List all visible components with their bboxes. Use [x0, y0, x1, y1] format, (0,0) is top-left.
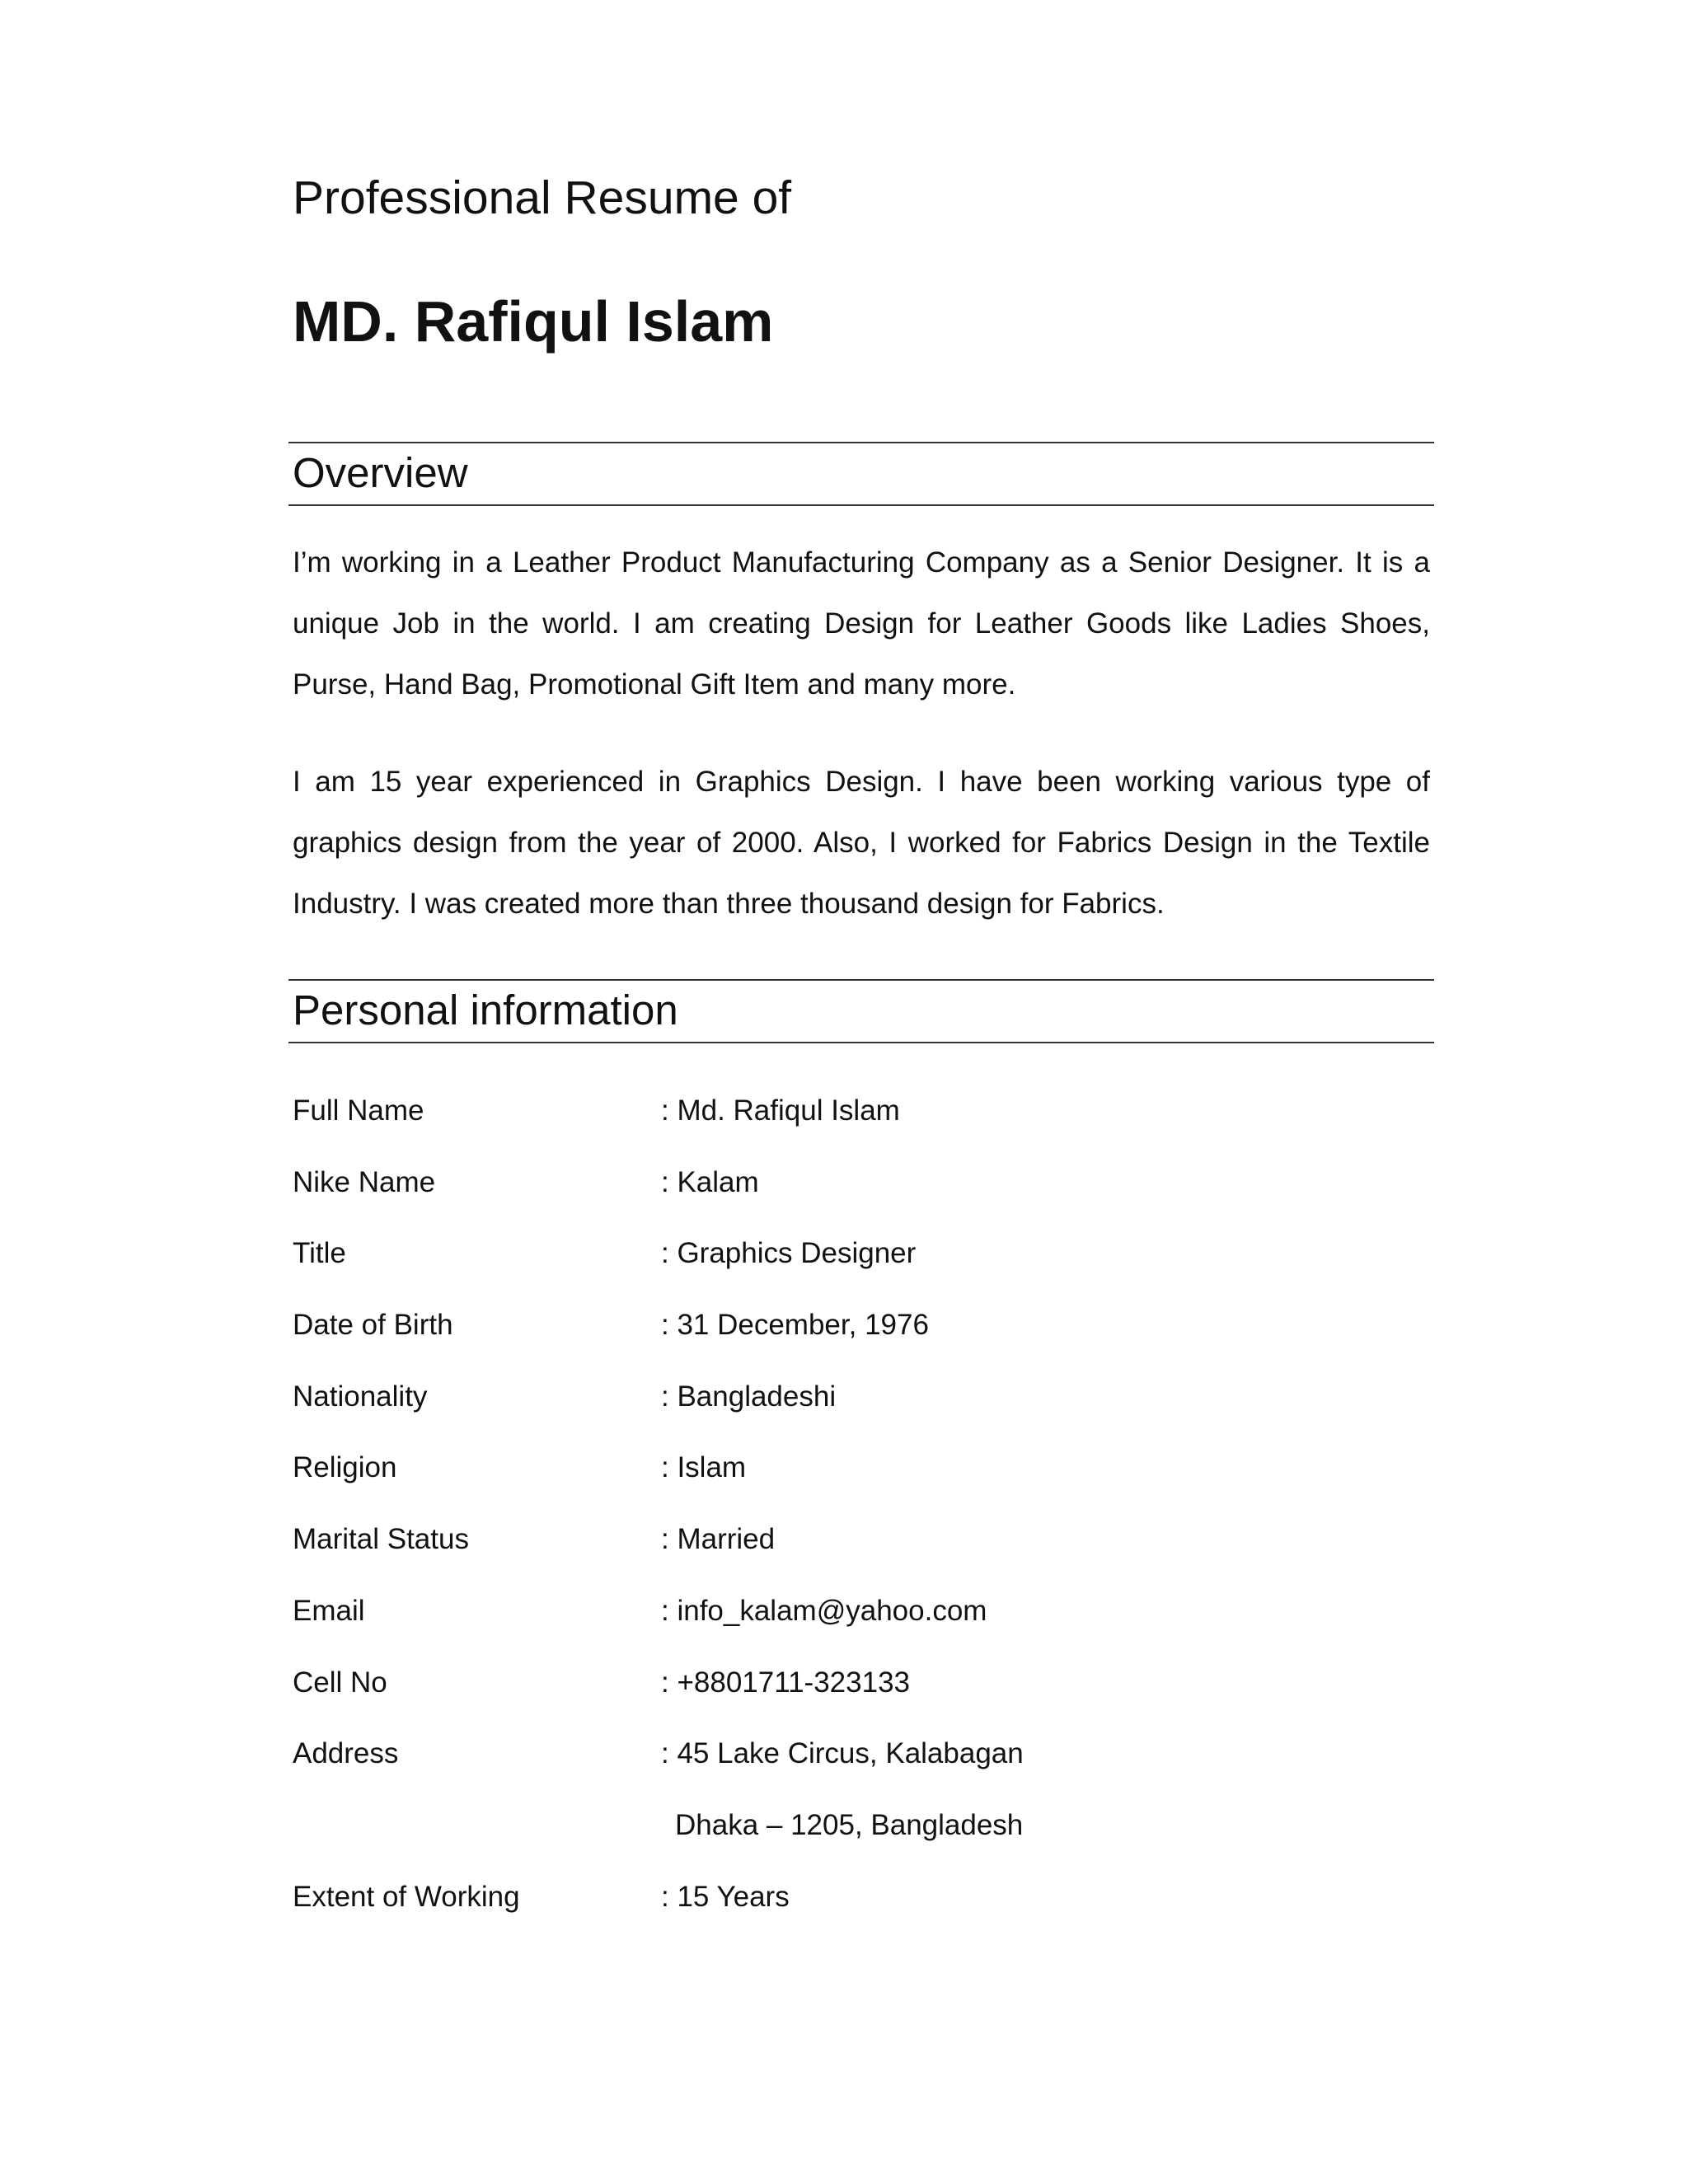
info-row-nick-name	[293, 1147, 1430, 1219]
info-row-extent-of-working	[293, 1862, 1430, 1933]
personal-title: Personal information	[293, 987, 678, 1033]
resume-name: MD. Rafiqul Islam	[293, 289, 774, 354]
personal-info-list	[293, 1076, 1430, 1933]
info-value: : Graphics Designer	[661, 1237, 917, 1270]
info-value: : Bangladeshi	[661, 1380, 837, 1413]
info-label: Date of Birth	[293, 1309, 453, 1342]
info-label: Extent of Working	[293, 1880, 520, 1913]
info-value: : +8801711-323133	[661, 1666, 910, 1699]
info-row-address-continued	[293, 1790, 1430, 1862]
info-label: Full Name	[293, 1094, 424, 1127]
info-row-date-of-birth	[293, 1290, 1430, 1361]
info-label: Address	[293, 1737, 399, 1770]
resume-pre-title: Professional Resume of	[293, 171, 792, 224]
overview-paragraph: I’m working in a Leather Product Manufacturing Company as a Senior Designer. It is a unique Job in the world. I am creating Design for Leather Goods like Ladies Shoes, Purse, Hand Bag, Promotional Gift Item and many more.	[293, 546, 1430, 701]
info-row-nationality	[293, 1361, 1430, 1433]
info-row-cell-no	[293, 1647, 1430, 1719]
info-label: Nike Name	[293, 1165, 436, 1198]
info-row-full-name	[293, 1076, 1430, 1147]
info-value: : 15 Years	[661, 1880, 790, 1913]
info-row-email	[293, 1576, 1430, 1647]
info-label: Email	[293, 1594, 365, 1627]
overview-title: Overview	[293, 449, 468, 496]
info-value: : 31 December, 1976	[661, 1309, 929, 1342]
personal-section-header	[288, 979, 1434, 1043]
info-value: : Md. Rafiqul Islam	[661, 1094, 900, 1127]
info-value: : 45 Lake Circus, Kalabagan	[661, 1737, 1024, 1770]
info-row-marital-status	[293, 1504, 1430, 1576]
info-row-address	[293, 1718, 1430, 1790]
info-row-religion	[293, 1432, 1430, 1504]
info-label: Nationality	[293, 1380, 428, 1413]
info-value: : Kalam	[661, 1165, 759, 1198]
info-label: Title	[293, 1237, 346, 1270]
overview-paragraph: I am 15 year experienced in Graphics Design. I have been working various type of graphics design from the year of 2000. Also, I worked for Fabrics Design in the Textile Industry. I was created more than three thousand design for Fabrics.	[293, 766, 1430, 920]
info-label: Marital Status	[293, 1523, 469, 1556]
info-label: Cell No	[293, 1666, 387, 1699]
info-value: : info_kalam@yahoo.com	[661, 1594, 987, 1627]
info-value: Dhaka – 1205, Bangladesh	[675, 1808, 1024, 1841]
info-label	[293, 1790, 661, 1862]
info-value: : Islam	[661, 1451, 747, 1484]
info-label: Religion	[293, 1451, 397, 1484]
overview-section-header	[288, 442, 1434, 506]
info-row-title	[293, 1218, 1430, 1290]
info-value: : Married	[661, 1523, 776, 1556]
